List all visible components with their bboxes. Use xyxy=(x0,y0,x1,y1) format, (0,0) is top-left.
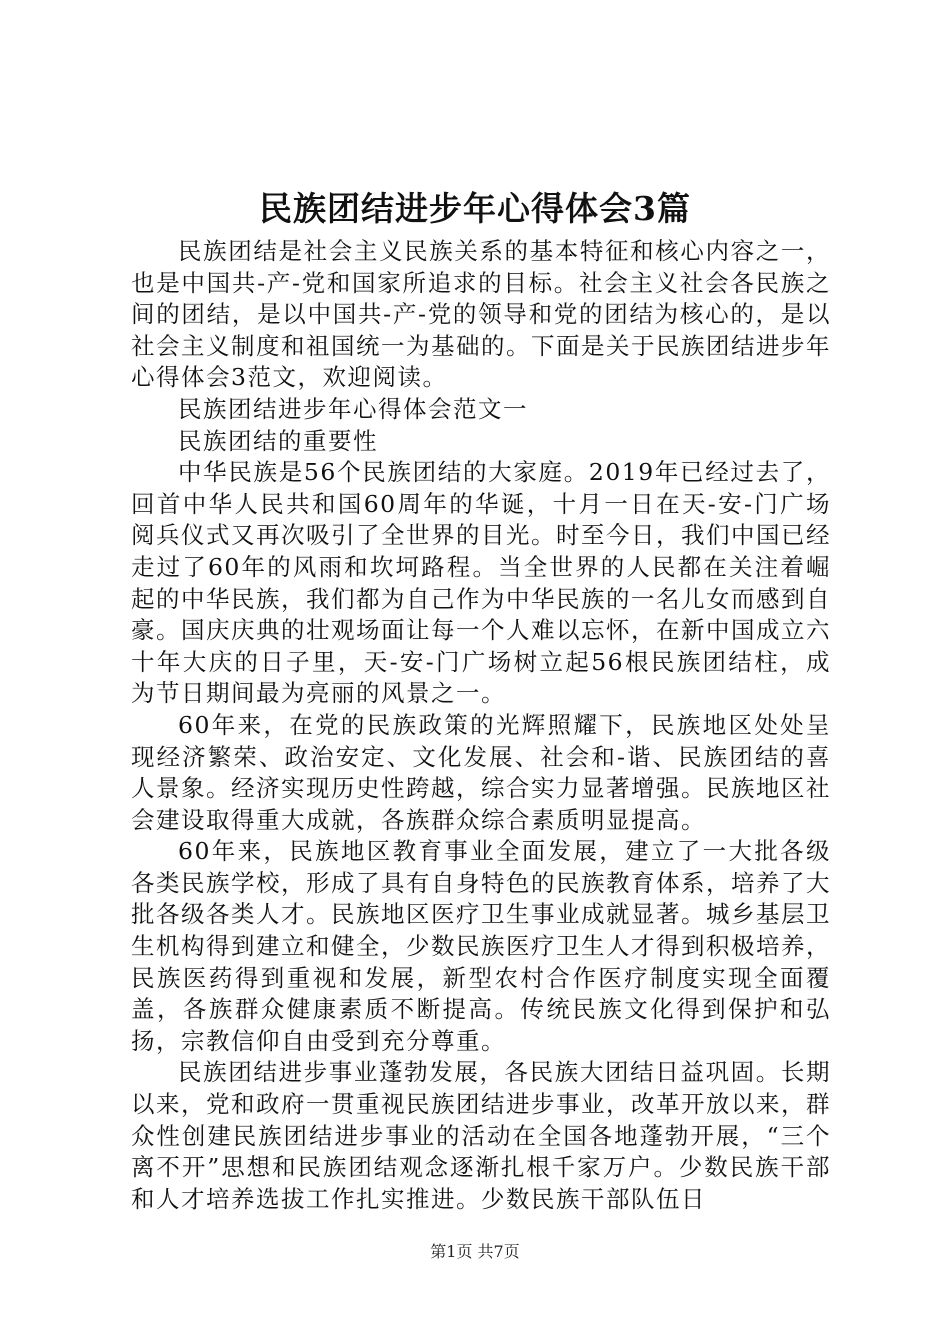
subsection-heading: 民族团结的重要性 xyxy=(178,426,378,455)
section-heading: 民族团结进步年心得体会范文一 xyxy=(178,394,528,423)
document-body xyxy=(131,236,831,1215)
page-number-footer: 第1页 共7页 xyxy=(430,1242,520,1261)
document-title: 民族团结进步年心得体会3篇 xyxy=(259,189,691,228)
paragraph: 60年来，民族地区教育事业全面发展，建立了一大批各级各类民族学校，形成了具有自身特色的民族教育体系，培养了大批各级各类人才。民族地区医疗卫生事业成就显著。城乡基层卫生机构得到建立和健全，少数民族医疗卫生人才得到积极培养，民族医药得到重视和发展，新型农村合作医疗制度实现全面覆盖，各族群众健康素质不断提高。传统民族文化得到保护和弘扬，宗教信仰自由受到充分尊重。 xyxy=(131,837,831,1055)
paragraph: 60年来，在党的民族政策的光辉照耀下，民族地区处处呈现经济繁荣、政治安定、文化发展、社会和-谐、民族团结的喜人景象。经济实现历史性跨越，综合实力显著增强。民族地区社会建设取得重大成就，各族群众综合素质明显提高。 xyxy=(131,710,831,834)
paragraph-intro: 民族团结是社会主义民族关系的基本特征和核心内容之一，也是中国共-产-党和国家所追求的目标。社会主义社会各民族之间的团结，是以中国共-产-党的领导和党的团结为核心的，是以社会主义制度和祖国统一为基础的。下面是关于民族团结进步年心得体会3范文，欢迎阅读。 xyxy=(131,237,831,392)
paragraph: 民族团结进步事业蓬勃发展，各民族大团结日益巩固。长期以来，党和政府一贯重视民族团结进步事业，改革开放以来，群众性创建民族团结进步事业的活动在全国各地蓬勃开展，“三个离不开”思想和民族团结观念逐渐扎根千家万户。少数民族干部和人才培养选拔工作扎实推进。少数民族干部队伍日 xyxy=(131,1058,831,1213)
paragraph: 中华民族是56个民族团结的大家庭。2019年已经过去了，回首中华人民共和国60周年的华诞，十月一日在天-安-门广场阅兵仪式又再次吸引了全世界的目光。时至今日，我们中国已经走过了60年的风雨和坎坷路程。当全世界的人民都在关注着崛起的中华民族，我们都为自己作为中华民族的一名儿女而感到自豪。国庆庆典的壮观场面让每一个人难以忘怀，在新中国成立六十年大庆的日子里，天-安-门广场树立起56根民族团结柱，成为节日期间最为亮丽的风景之一。 xyxy=(131,458,831,708)
